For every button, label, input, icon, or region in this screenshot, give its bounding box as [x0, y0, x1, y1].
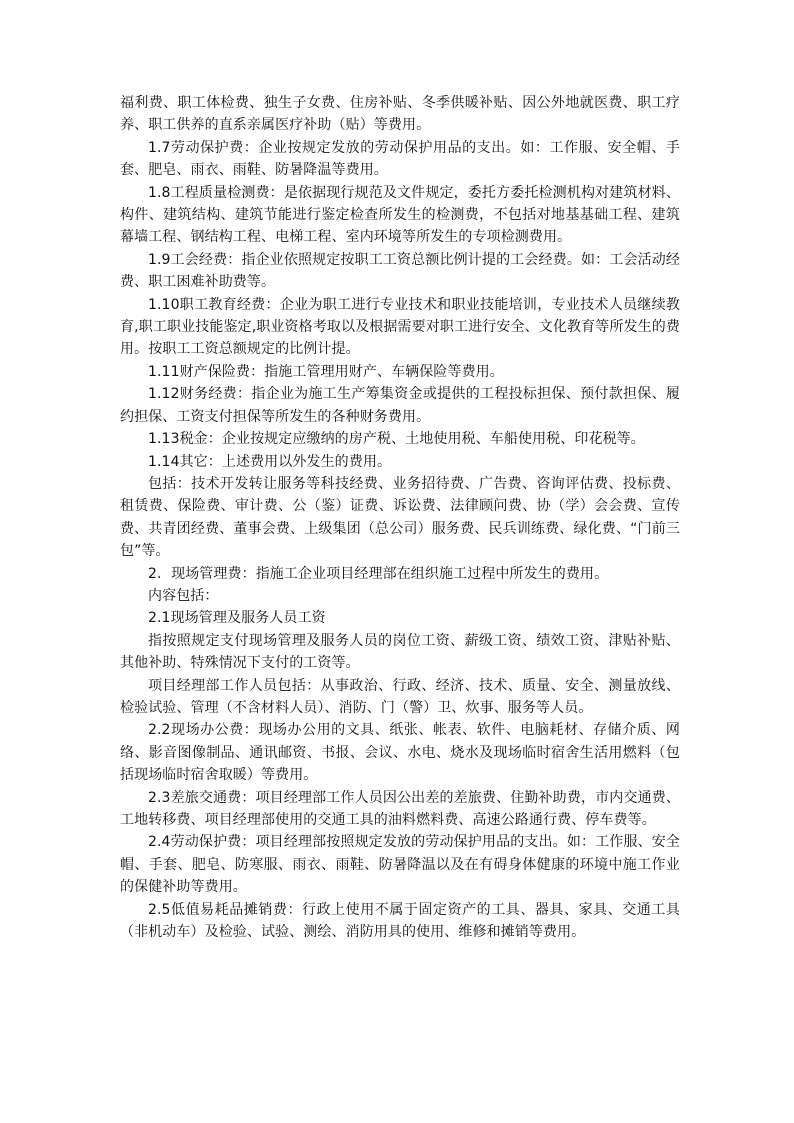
- paragraph-1-9-union-fee: 1.9工会经费：指企业依照规定按职工工资总额比例计提的工会经费。如：工会活动经费、职工困难补助费等。: [120, 251, 680, 291]
- paragraph-1-11-insurance: 1.11财产保险费：指施工管理用财产、车辆保险等费用。: [148, 363, 504, 380]
- document-body: [120, 92, 680, 943]
- paragraph-1-7-labor-protection: 1.7劳动保护费：企业按规定发放的劳动保护用品的支出。如：工作服、安全帽、手套、肥皂、雨衣、雨鞋、防暑降温等费用。: [120, 139, 680, 179]
- paragraph-1-8-quality-inspection: 1.8工程质量检测费：是依据现行规范及文件规定，委托方委托检测机构对建筑材料、构件、建筑结构、建筑节能进行鉴定检查所发生的检测费，不包括对地基基础工程、建筑幕墙工程、钢结构工程、电梯工程、室内环境等所发生的专项检测费用。: [120, 184, 680, 246]
- paragraph-2-1-staff: 项目经理部工作人员包括：从事政治、行政、经济、技术、质量、安全、测量放线、检验试验、管理（不含材料人员）、消防、门（警）卫、炊事、服务等人员。: [120, 677, 680, 716]
- paragraph-2-site-management: 2．现场管理费：指施工企业项目经理部在组织施工过程中所发生的费用。: [148, 565, 609, 582]
- paragraph-1-13-tax: 1.13税金：企业按规定应缴纳的房产税、土地使用税、车船使用税、印花税等。: [148, 431, 645, 448]
- paragraph-2-4-labor-protection: 2.4劳动保护费：项目经理部按照规定发放的劳动保护用品的支出。如：工作服、安全帽、手套、肥皂、防寒服、雨衣、雨鞋、防暑降温以及在有碍身体健康的环境中施工作业的保健补助等费用。: [120, 834, 680, 896]
- paragraph-contents-heading: 内容包括：: [148, 587, 219, 604]
- paragraph-1-14-other: 1.14其它：上述费用以外发生的费用。: [148, 453, 392, 470]
- paragraph-2-1-wages: 指按照规定支付现场管理及服务人员的岗位工资、薪级工资、绩效工资、津贴补贴、其他补助、特殊情况下支付的工资等。: [120, 632, 680, 672]
- paragraph-2-3-travel: 2.3差旅交通费：项目经理部工作人员因公出差的差旅费、住勤补助费，市内交通费、工地转移费、项目经理部使用的交通工具的油料燃料费、高速公路通行费、停车费等。: [120, 789, 680, 828]
- paragraph-2-1-heading: 2.1现场管理及服务人员工资: [148, 610, 326, 627]
- paragraph-1-12-finance: 1.12财务经费：指企业为施工生产筹集资金或提供的工程投标担保、预付款担保、履约担保、工资支付担保等所发生的各种财务费用。: [120, 386, 680, 425]
- paragraph-welfare-continued: 福利费、职工体检费、独生子女费、住房补贴、冬季供暖补贴、因公外地就医费、职工疗养、职工供养的直系亲属医疗补助（贴）等费用。: [120, 95, 680, 134]
- paragraph-2-5-consumables: 2.5低值易耗品摊销费：行政上使用不属于固定资产的工具、器具、家具、交通工具（非机动车）及检验、试验、测绘、消防用具的使用、维修和摊销等费用。: [120, 901, 680, 941]
- paragraph-includes-list: 包括：技术开发转让服务等科技经费、业务招待费、广告费、咨询评估费、投标费、租赁费、保险费、审计费、公（鉴）证费、诉讼费、法律顾问费、协（学）会会费、宣传费、共青团经费、董事会费、上级集团（总公司）服务费、民兵训练费、绿化费、“门前三包”等。: [120, 475, 680, 560]
- paragraph-1-10-education-fee: 1.10职工教育经费：企业为职工进行专业技术和职业技能培训，专业技术人员继续教育,职工职业技能鉴定,职业资格考取以及根据需要对职工进行安全、文化教育等所发生的费用。按职工工资总额规定的比例计提。: [120, 296, 680, 358]
- paragraph-2-2-office: 2.2现场办公费：现场办公用的文具、纸张、帐表、软件、电脑耗材、存储介质、网络、影音图像制品、通讯邮资、书报、会议、水电、烧水及现场临时宿舍生活用燃料（包括现场临时宿舍取暖）等费用。: [120, 722, 680, 784]
